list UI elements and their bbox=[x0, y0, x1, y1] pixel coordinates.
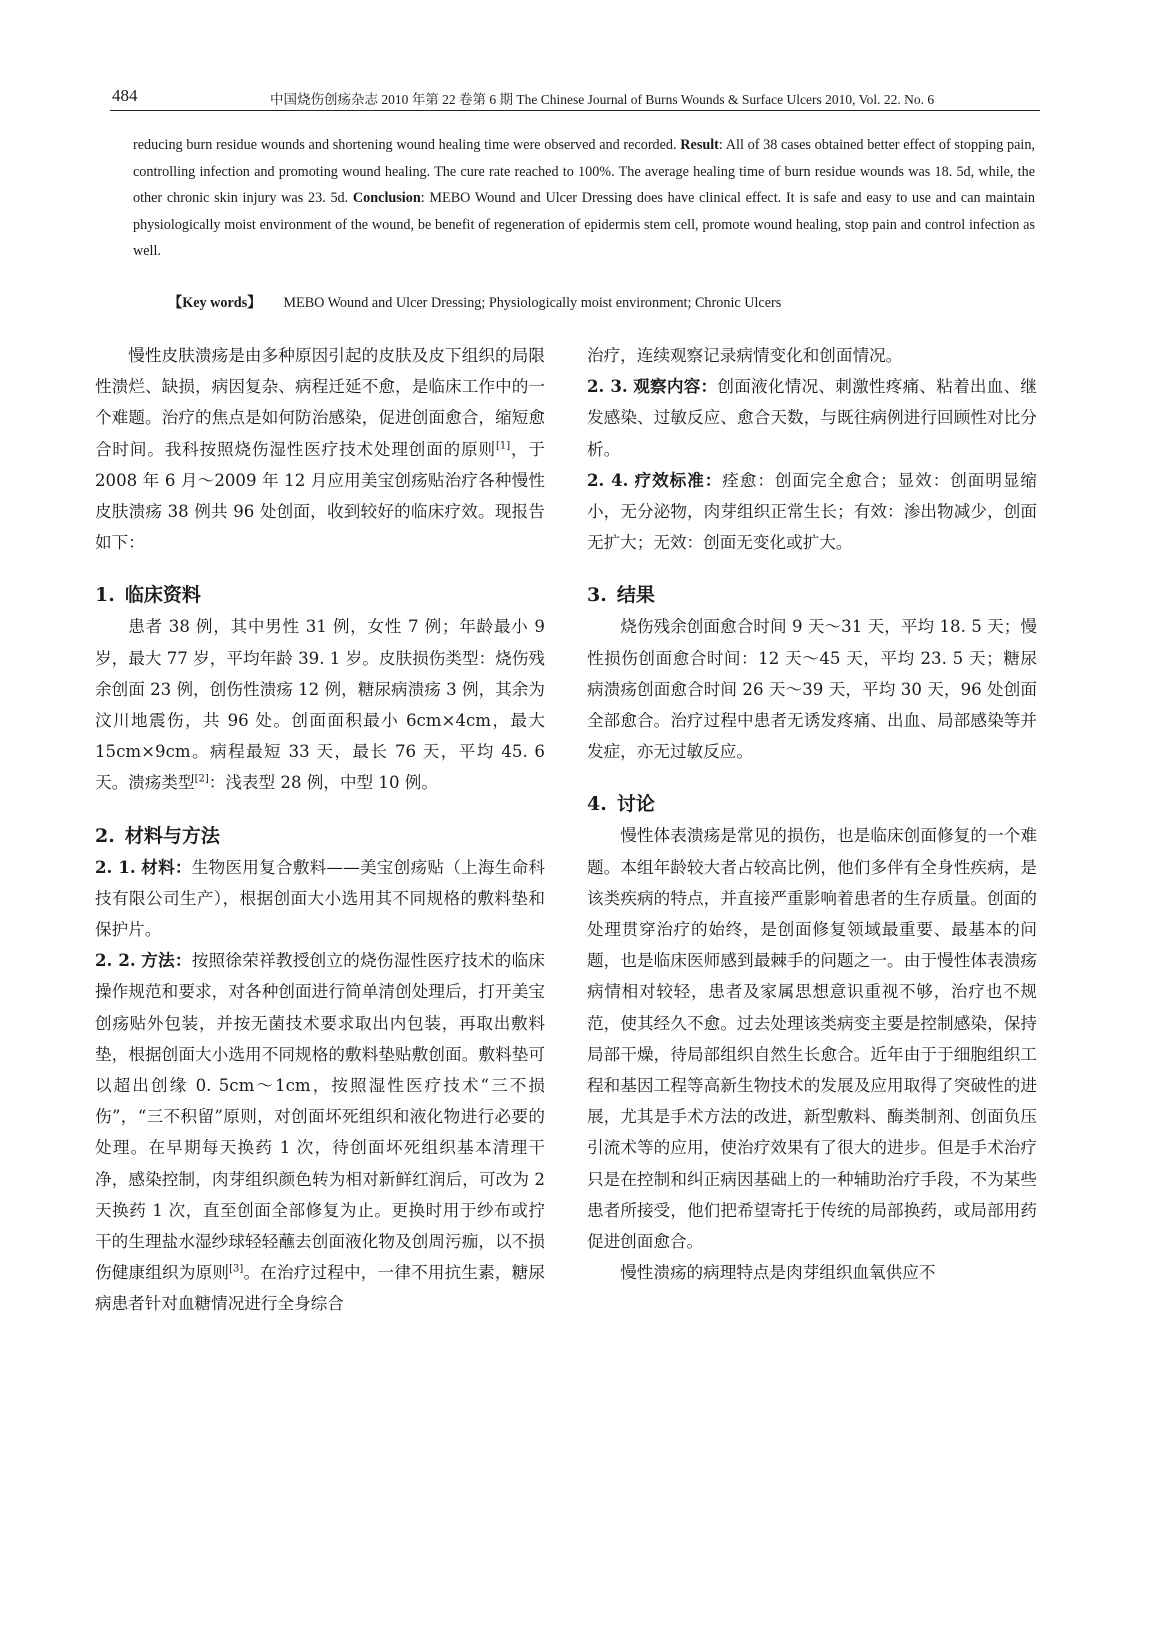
citation-1: [1] bbox=[495, 440, 511, 452]
right-column bbox=[587, 340, 1037, 1288]
subsection-2-2-text-a: 按照徐荣祥教授创立的烧伤湿性医疗技术的临床操作规范和要求，对各种创面进行简单清创处理后，打开美宝创疡贴外包装，并按无菌技术要求取出内包装，再取出敷料垫，根据创面大小选用不同规格的敷料垫贴敷创面。敷料垫可以超出创缘 0. 5cm～1cm，按照湿性医疗技术“三不损伤”，“三不积留”原则，对创面坏死组织和液化物进行必要的处理。在早期每天换药 1 次，待创面坏死组织基本清理干净，感染控制，肉芽组织颜色转为相对新鲜红润后，可改为 2 天换药 1 次，直至创面全部修复为止。更换时用于纱布或拧干的生理盐水湿纱球轻轻蘸去创面液化物及创周污痂，以不损伤健康组织为原则 bbox=[95, 951, 546, 1283]
abstract-conclusion-text: : MEBO Wound and Ulcer Dressing does have clinical effect. It is safe and easy to use and can maintain physiologically moist environment of the wound, be benefit of regeneration of epidermis stem cell, promote wound healing, stop pain and control infection as well. bbox=[133, 190, 1035, 259]
subsection-2-1-text: 生物医用复合敷料——美宝创疡贴（上海生命科技有限公司生产），根据创面大小选用其不同规格的敷料垫和保护片。 bbox=[95, 857, 546, 940]
subsection-2-4 bbox=[587, 465, 1037, 559]
section-4-heading bbox=[587, 789, 1037, 820]
intro-text-b: ，于 2008 年 6 月～2009 年 12 月应用美宝创疡贴治疗各种慢性皮肤溃疡 38 例共 96 处创面，收到较好的临床疗效。现报告如下： bbox=[95, 439, 546, 553]
subsection-2-4-text: 痊愈：创面完全愈合；显效：创面明显缩小，无分泌物，肉芽组织正常生长；有效：渗出物减少，创面无扩大；无效：创面无变化或扩大。 bbox=[587, 470, 1037, 553]
subsection-2-3-label: 观察内容： bbox=[633, 376, 718, 397]
section-1-number: 1. bbox=[95, 584, 115, 607]
keywords-text: MEBO Wound and Ulcer Dressing; Physiologically moist environment; Chronic Ulcers bbox=[283, 295, 782, 311]
keywords-line bbox=[168, 292, 1028, 314]
section-1-text-b: ：浅表型 28 例，中型 10 例。 bbox=[208, 773, 438, 793]
section-2-heading bbox=[95, 821, 545, 852]
subsection-2-3 bbox=[587, 371, 1037, 465]
section-3-number: 3. bbox=[587, 584, 607, 607]
section-1-paragraph bbox=[95, 611, 545, 798]
section-1-title: 临床资料 bbox=[124, 584, 201, 607]
citation-2: [2] bbox=[194, 773, 209, 785]
intro-paragraph bbox=[95, 340, 545, 558]
section-4-number: 4. bbox=[587, 793, 607, 816]
subsection-2-1-number: 2. 1. bbox=[95, 856, 136, 877]
page-number: 484 bbox=[112, 86, 138, 105]
section-3-title: 结果 bbox=[616, 584, 655, 607]
continued-text: 治疗，连续观察记录病情变化和创面情况。 bbox=[587, 346, 903, 365]
section-2-number: 2. bbox=[95, 824, 115, 847]
citation-3: [3] bbox=[229, 1263, 244, 1275]
abstract-methods-tail: reducing burn residue wounds and shortening wound healing time were observed and recorded. bbox=[133, 137, 681, 153]
subsection-2-2-number: 2. 2. bbox=[95, 950, 136, 971]
section-4-paragraph-2: 慢性溃疡的病理特点是肉芽组织血氧供应不 bbox=[620, 1263, 936, 1283]
conclusion-label: Conclusion bbox=[352, 190, 421, 206]
result-label: Result bbox=[680, 137, 719, 153]
section-2-title: 材料与方法 bbox=[124, 824, 220, 847]
keywords-label: 【Key words】 bbox=[168, 295, 262, 311]
section-3-paragraph: 烧伤残余创面愈合时间 9 天～31 天，平均 18. 5 天；慢性损伤创面愈合时间：12 天～45 天，平均 23. 5 天；糖尿病溃疡创面愈合时间 26 天～39 天，平均 30 天，96 处创面全部愈合。治疗过程中患者无诱发疼痛、出血、局部感染等并发症，亦无过敏反应。 bbox=[587, 617, 1037, 762]
running-header: 中国烧伤创疡杂志 2010 年第 22 卷第 6 期 The Chinese Journal of Burns Wounds & Surface Ulcers 2010, Vol. 22. No. 6 bbox=[270, 92, 935, 107]
subsection-2-2 bbox=[95, 945, 545, 1319]
header-rule bbox=[110, 110, 1040, 111]
section-4-paragraph-1: 慢性体表溃疡是常见的损伤，也是临床创面修复的一个难题。本组年龄较大者占较高比例，他们多伴有全身性疾病，是该类疾病的特点，并直接严重影响着患者的生存质量。创面的处理贯穿治疗的始终，是创面修复领域最重要、最基本的问题，也是临床医师感到最棘手的问题之一。由于慢性体表溃疡病情相对较轻，患者及家属思想意识重视不够，治疗也不规范，使其经久不愈。过去处理该类病变主要是控制感染，保持局部干燥，待局部组织自然生长愈合。近年由于于细胞组织工程和基因工程等高新生物技术的发展及应用取得了突破性的进展，尤其是手术方法的改进，新型敷料、酶类制剂、创面负压引流术等的应用，使治疗效果有了很大的进步。但是手术治疗只是在控制和纠正病因基础上的一种辅助治疗手段，不为某些患者所接受，他们把希望寄托于传统的局部换药，或局部用药促进创面愈合。 bbox=[587, 826, 1037, 1252]
subsection-2-2-label: 方法： bbox=[141, 950, 192, 971]
subsection-2-3-number: 2. 3. bbox=[587, 376, 628, 397]
left-column bbox=[95, 340, 545, 1320]
subsection-2-4-label: 疗效标准： bbox=[634, 469, 723, 490]
subsection-2-1 bbox=[95, 852, 545, 946]
section-3-heading bbox=[587, 580, 1037, 611]
abstract-result-text: : All of 38 cases obtained better effect of stopping pain, controlling infection and promoting wound healing. The cure rate reached to 100%. The average healing time of burn residue wounds was 18. 5d, while, the other chronic skin injury was 23. 5d. bbox=[133, 137, 1035, 206]
section-4-title: 讨论 bbox=[616, 793, 655, 816]
english-abstract bbox=[133, 132, 1035, 265]
intro-text-a: 慢性皮肤溃疡是由多种原因引起的皮肤及皮下组织的局限性溃烂、缺损，病因复杂、病程迁延不愈，是临床工作中的一个难题。治疗的焦点是如何防治感染，促进创面愈合，缩短愈合时间。我科按照烧伤湿性医疗技术处理创面的原则 bbox=[95, 346, 545, 459]
section-1-text-a: 患者 38 例，其中男性 31 例，女性 7 例；年龄最小 9 岁，最大 77 岁，平均年龄 39. 1 岁。皮肤损伤类型：烧伤残余创面 23 例，创伤性溃疡 12 例，糖尿病溃疡 3 例，其余为汶川地震伤，共 96 处。创面面积最小 6cm×4cm，最大 15cm×9cm。病程最短 33 天，最长 76 天，平均 45. 6 天。溃疡类型 bbox=[95, 617, 545, 793]
subsection-2-4-number: 2. 4. bbox=[587, 469, 629, 490]
subsection-2-2-text-b: 。在治疗过程中，一律不用抗生素，糖尿病患者针对血糖情况进行全身综合 bbox=[95, 1263, 546, 1314]
subsection-2-1-label: 材料： bbox=[141, 856, 192, 877]
section-1-heading bbox=[95, 580, 545, 611]
subsection-2-3-text: 创面液化情况、刺激性疼痛、粘着出血、继发感染、过敏反应、愈合天数，与既往病例进行回顾性对比分析。 bbox=[587, 377, 1038, 459]
